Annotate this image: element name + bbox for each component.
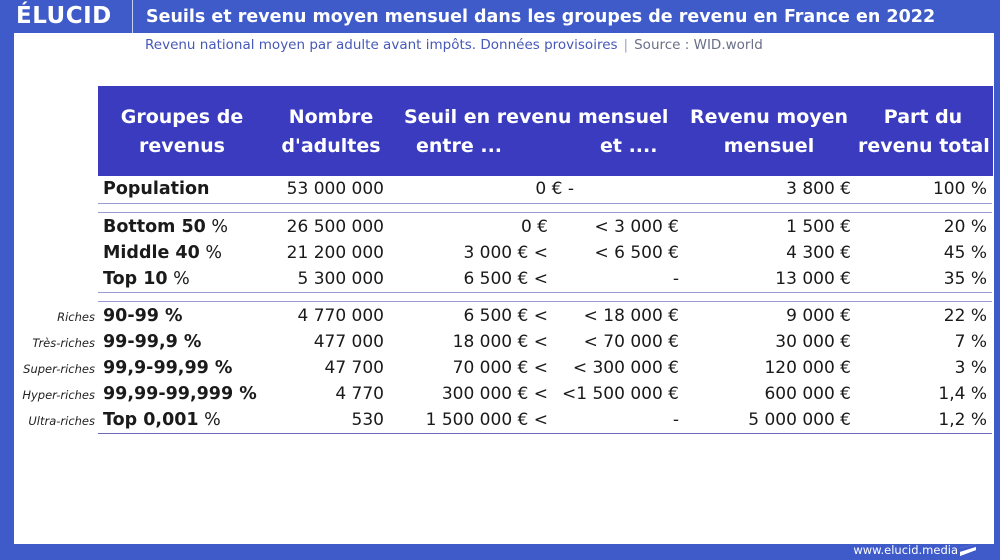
col-header-line: Seuil en revenu mensuel [404, 106, 669, 128]
income-share: 35 % [943, 269, 987, 289]
divider [98, 301, 992, 302]
adults-count: 21 200 000 [286, 243, 384, 263]
income-share: 1,2 % [938, 410, 987, 430]
group-pct: % [199, 243, 222, 263]
threshold-to: <1 500 000 € [562, 384, 679, 404]
wealth-tag: Ultra-riches [28, 414, 95, 428]
threshold-from: 0 € [520, 217, 548, 237]
divider [98, 212, 992, 213]
col-header-line: Part du [883, 106, 963, 128]
subtitle-description: Revenu national moyen par adulte avant impôts. Données provisoires [145, 37, 618, 53]
wealth-tag: Riches [57, 310, 95, 324]
source-label: Source : WID.world [634, 37, 763, 53]
subtitle-separator: | [623, 37, 629, 53]
avg-income: 9 000 € [786, 306, 851, 326]
table-row [14, 214, 994, 240]
group-label [103, 243, 222, 263]
group-label [103, 410, 221, 430]
threshold-from: 1 500 000 € < [425, 410, 548, 430]
adults-count: 530 [351, 410, 384, 430]
table-header [98, 86, 993, 176]
group-pct: % [198, 410, 221, 430]
threshold-to: < 6 500 € [594, 243, 679, 263]
threshold-to: - [672, 269, 679, 289]
avg-income: 600 000 € [764, 384, 851, 404]
group-label: Population [103, 179, 210, 199]
threshold-to: < 3 000 € [594, 217, 679, 237]
col-header-threshold [404, 103, 670, 161]
adults-count: 4 770 [335, 384, 384, 404]
avg-income: 1 500 € [786, 217, 851, 237]
group-name: Bottom 50 [103, 217, 206, 237]
adults-count: 4 770 000 [297, 306, 384, 326]
avg-income: 30 000 € [775, 332, 851, 352]
col-header-line: revenu total [858, 135, 990, 157]
avg-income: 13 000 € [775, 269, 851, 289]
adults-count: 47 700 [324, 358, 384, 378]
wealth-tag: Très-riches [32, 336, 95, 350]
elucid-logo: ÉLUCID [16, 3, 112, 29]
table-row [14, 240, 994, 266]
col-header-avg-income [684, 103, 854, 161]
wealth-tag: Hyper-riches [22, 388, 95, 402]
col-header-line: revenus [139, 135, 225, 157]
group-label: 99,9-99,99 % [103, 358, 233, 378]
avg-income: 5 000 000 € [748, 410, 851, 430]
divider [98, 203, 992, 204]
col-header-line: mensuel [723, 135, 815, 157]
group-name: Top 10 [103, 269, 168, 289]
adults-count: 53 000 000 [286, 179, 384, 199]
col-header-line: d'adultes [281, 135, 381, 157]
income-share: 22 % [943, 306, 987, 326]
group-pct: % [167, 269, 190, 289]
wealth-tag: Super-riches [23, 362, 95, 376]
threshold-from: 18 000 € < [452, 332, 548, 352]
income-share: 20 % [943, 217, 987, 237]
group-label: 99,99-99,999 % [103, 384, 257, 404]
col-header-line: Groupes de [120, 106, 244, 128]
avg-income: 120 000 € [764, 358, 851, 378]
threshold-from: 3 000 € < [463, 243, 548, 263]
page-title: Seuils et revenu moyen mensuel dans les groupes de revenu en France en 2022 [146, 7, 936, 27]
col-header-line: Nombre [288, 106, 374, 128]
threshold-from: 0 € - [535, 179, 574, 199]
group-label [103, 269, 190, 289]
col-header-groups [112, 103, 252, 161]
threshold-from: 300 000 € < [441, 384, 548, 404]
col-header-line [404, 132, 670, 161]
divider [98, 433, 992, 434]
threshold-from: 6 500 € < [463, 269, 548, 289]
col-header-and: et .... [600, 135, 658, 157]
table-row [14, 355, 994, 381]
group-pct: % [205, 217, 228, 237]
col-header-line: Revenu moyen [689, 106, 849, 128]
table-row [14, 329, 994, 355]
col-header-adults [276, 103, 386, 161]
threshold-to: - [672, 410, 679, 430]
adults-count: 26 500 000 [286, 217, 384, 237]
group-label [103, 217, 228, 237]
income-share: 3 % [954, 358, 987, 378]
threshold-from: 6 500 € < [463, 306, 548, 326]
footer-url[interactable]: www.elucid.media [853, 543, 958, 557]
group-name: Middle 40 [103, 243, 200, 263]
threshold-from: 70 000 € < [452, 358, 548, 378]
elucid-flag-icon [960, 544, 976, 556]
adults-count: 477 000 [313, 332, 384, 352]
income-share: 45 % [943, 243, 987, 263]
adults-count: 5 300 000 [297, 269, 384, 289]
income-share: 1,4 % [938, 384, 987, 404]
table-row [14, 407, 994, 433]
group-name: Top 0,001 [103, 410, 199, 430]
col-header-share [858, 103, 988, 161]
col-header-between: entre ... [416, 135, 503, 157]
table-row [14, 266, 994, 292]
avg-income: 3 800 € [786, 179, 851, 199]
content-panel [14, 33, 994, 544]
income-share: 100 % [932, 179, 987, 199]
table-row-population [14, 176, 994, 202]
group-label: 90-99 % [103, 306, 183, 326]
divider [98, 292, 992, 293]
table-row [14, 381, 994, 407]
group-label: 99-99,9 % [103, 332, 202, 352]
threshold-to: < 70 000 € [583, 332, 679, 352]
top-bar [0, 0, 1000, 33]
income-share: 7 % [954, 332, 987, 352]
threshold-to: < 18 000 € [583, 306, 679, 326]
subtitle [145, 37, 763, 53]
threshold-to: < 300 000 € [572, 358, 679, 378]
avg-income: 4 300 € [786, 243, 851, 263]
table-row [14, 303, 994, 329]
logo-divider [132, 0, 133, 33]
